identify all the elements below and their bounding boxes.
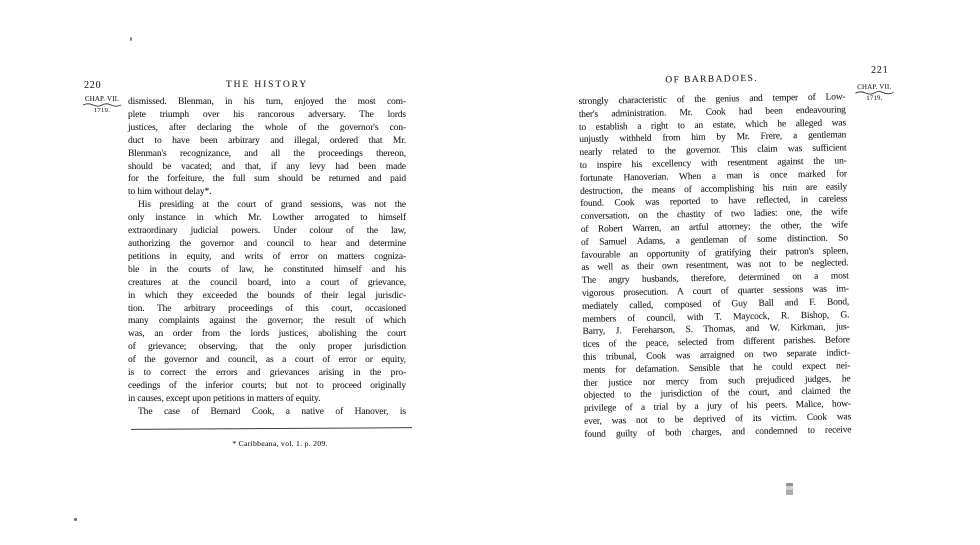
text-line: extraordinary judicial powers. Under colour of the law, [128, 226, 406, 237]
text-line: unjustly withheld from him by Mr. Frere, a gentleman [579, 130, 847, 146]
left-page-number: 220 [84, 80, 102, 91]
text-line: fortunate Hanoverian. When a man is once marked for [579, 169, 847, 184]
text-line: members of council, with T. Maycock, R. Bishop, G. [582, 309, 850, 325]
scan-speck [130, 37, 132, 41]
text-line: ever, was not to be deprived of its victim. Cook was [584, 412, 852, 427]
text-line: Barry, J. Fereharson, S. Thomas, and W. Kirkman, jus- [582, 322, 850, 338]
right-page [578, 64, 925, 480]
scan-smudge [786, 483, 793, 495]
text-line: petitions in equity, and writs of error on matters cogniza- [128, 251, 406, 262]
text-line: The case of Bernard Cook, a native of Hanover, is [138, 406, 406, 417]
text-line: creatures at the council board, into a court of grievance, [128, 277, 406, 288]
right-page-body [578, 91, 851, 441]
text-line: is to correct the errors and grievances arising in the pro- [128, 368, 406, 379]
text-line: favourable an opportunity of gratifying their patron's spleen, [581, 245, 849, 261]
text-line: objected to the jurisdiction of the court, and claimed the [583, 386, 851, 402]
text-line: duct to have been arbitrary and illegal, ordered that Mr. [128, 135, 406, 146]
text-line: conversation, on the chastity of two ladies: one, the wife [580, 207, 848, 223]
text-line: strongly characteristic of the genius and temper of Low- [578, 92, 846, 107]
text-line: Blenman's recognizance, and all the proceedings thereon, [128, 148, 406, 159]
text-line: in causes, except upon petitions in matters of equity. [128, 393, 321, 404]
right-year-label: 1719. [866, 94, 883, 102]
left-running-title: THE HISTORY [225, 80, 309, 90]
text-line: ceedings of the inferior courts; but not to proceed originally [128, 380, 406, 391]
text-line: tices of the peace, selected from different parishes. Before [582, 335, 850, 351]
text-line: to inspire his excellency with resentment against the un- [579, 156, 847, 171]
right-page-number: 221 [870, 64, 889, 76]
text-line: justices, after declaring the whole of the governor's con- [128, 122, 406, 133]
text-line: only instance in which Mr. Lowther arrogated to himself [128, 213, 406, 224]
right-running-title: OF BARBADOES. [665, 73, 759, 86]
text-line: this tribunal, Cook was arraigned on two separate indict- [582, 348, 851, 363]
text-line: was, an order from the lords justices, abolishing the court [128, 329, 406, 340]
text-line: found guilty of both charges, and condemned to receive [584, 425, 852, 440]
footnote: * Caribbeana, vol. 1. p. 209. [232, 439, 328, 448]
text-line: plete triumph over his rancorous adversary. The lords [128, 109, 406, 120]
text-line: of Samuel Adams, a gentleman of some distinction. So [580, 233, 849, 248]
left-margin-note [77, 96, 127, 114]
text-line: ther's administration. Mr. Cook had been endeavouring [578, 105, 846, 120]
text-line: found. Cook was reported to have reflected, in careless [580, 194, 848, 210]
text-line: for the forfeiture, the full sum should be returned and paid [128, 174, 406, 185]
text-line: nearly related to the governor. This claim was sufficient [579, 143, 847, 159]
left-year-label: 1719. [93, 107, 111, 114]
text-line: many complaints against the governor; the result of which [128, 316, 406, 327]
scan-speck [74, 518, 77, 521]
text-line: of the governor and council, as a court of error or equity, [128, 355, 406, 366]
text-line: ments for defamation. Sensible that he could expect nei- [583, 361, 851, 376]
text-line: ther justice nor mercy from such prejudiced judges, he [583, 373, 851, 389]
text-line: privilege of a trial by a jury of his peers. Malice, how- [583, 399, 851, 415]
text-line: authorizing the governor and council to hear and determine [128, 238, 406, 249]
text-line: to him without delay*. [128, 187, 212, 198]
right-chapter-label: CHAP. VII. [857, 83, 892, 92]
text-line: His presiding at the court of grand sessions, was not the [138, 200, 406, 211]
text-line: in which they exceeded the bounds of their legal jurisdic- [128, 290, 406, 301]
left-page-body [128, 96, 406, 419]
text-line: of Robert Warren, an artful attorney; the other, the wife [580, 220, 848, 235]
text-line: as well as their own resentment, was not to be neglected. [581, 258, 849, 274]
left-chapter-label: CHAP. VII. [84, 96, 120, 103]
text-line: tion. The arbitrary proceedings of this court, occasioned [128, 303, 406, 314]
text-line: The angry husbands, therefore, determined on a most [581, 271, 849, 287]
text-line: ble in the courts of law, he constituted himself and his [128, 264, 406, 275]
text-line: vigorous prosecution. A court of quarter sessions was im- [581, 284, 849, 299]
text-line: dismissed. Blenman, in his turn, enjoyed the most com- [128, 97, 406, 107]
footnote-rule [131, 427, 412, 430]
text-line: of grievance; observing, that the only proper jurisdiction [128, 342, 406, 353]
text-line: mediately called, composed of Guy Ball and F. Bond, [582, 297, 850, 312]
text-line: should be vacated; and that, if any levy had been made [128, 161, 406, 172]
text-line: destruction, the means of accomplishing his ruin are easily [580, 181, 848, 197]
right-margin-note [850, 83, 898, 102]
text-line: to establish a right to an estate, which he alleged was [578, 117, 847, 133]
